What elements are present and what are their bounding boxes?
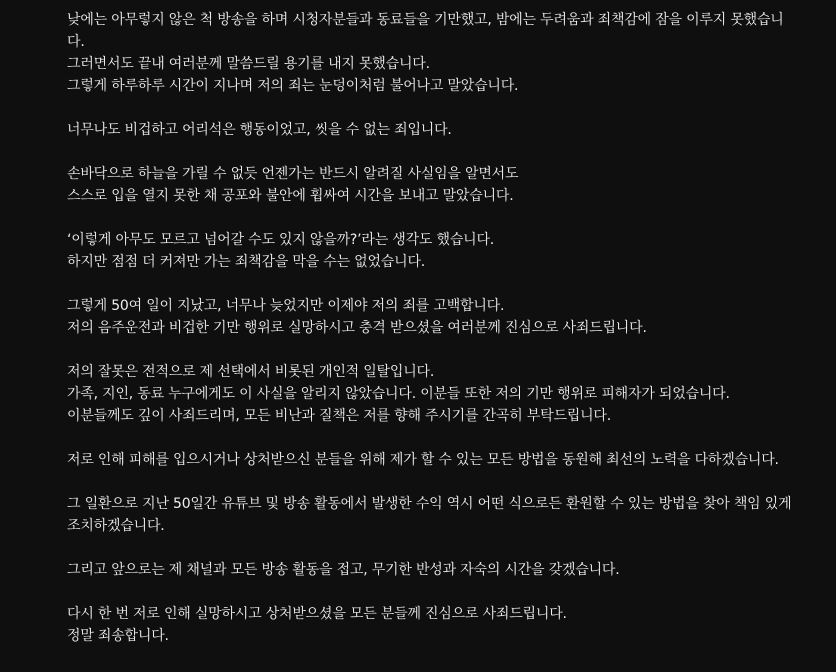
description-paragraph-3 (67, 163, 796, 207)
description-line: 스스로 입을 열지 못한 채 공포와 불안에 휩싸여 시간을 보내고 말았습니다. (67, 188, 514, 204)
description-paragraph-5 (67, 295, 796, 339)
description-paragraph-2 (67, 119, 796, 141)
description-line: 정말 죄송합니다. (67, 628, 169, 644)
description-line: 그렇게 하루하루 시간이 지나며 저의 죄는 눈덩이처럼 불어나고 말았습니다. (67, 78, 519, 94)
description-line: 다시 한 번 저로 인해 실망하시고 상처받으셨을 모든 분들께 진심으로 사죄드립니다. (67, 606, 567, 622)
description-line: 그러면서도 끝내 여러분께 말씀드릴 용기를 내지 못했습니다. (67, 56, 430, 72)
description-paragraph-10 (67, 603, 796, 647)
description-line: 너무나도 비겁하고 어리석은 행동이었고, 씻을 수 없는 죄입니다. (67, 122, 452, 138)
description-line: 그리고 앞으로는 제 채널과 모든 방송 활동을 접고, 무기한 반성과 자숙의 시간을 갖겠습니다. (67, 562, 620, 578)
description-line: 그렇게 50여 일이 지났고, 너무나 늦었지만 이제야 저의 죄를 고백합니다. (67, 298, 505, 314)
description-paragraph-4 (67, 229, 796, 273)
description-paragraph-8 (67, 493, 796, 537)
description-paragraph-9 (67, 559, 796, 581)
description-line: 낮에는 아무렇지 않은 척 방송을 하며 시청자분들과 동료들을 기만했고, 밤에는 두려움과 죄책감에 잠을 이루지 못했습니다. (67, 12, 784, 50)
description-line: 이분들께도 깊이 사죄드리며, 모든 비난과 질책은 저를 향해 주시기를 간곡히 부탁드립니다. (67, 408, 611, 424)
description-paragraph-6 (67, 361, 796, 427)
description-line: 하지만 점점 더 커져만 가는 죄책감을 막을 수는 없었습니다. (67, 254, 426, 270)
description-line: ‘이렇게 아무도 모르고 넘어갈 수도 있지 않을까?’라는 생각도 했습니다. (67, 232, 495, 248)
description-line: 가족, 지인, 동료 누구에게도 이 사실을 알리지 않았습니다. 이분들 또한 저의 기만 행위로 피해자가 되었습니다. (67, 386, 730, 402)
description-line: 저의 음주운전과 비겁한 기만 행위로 실망하시고 충격 받으셨을 여러분께 진심으로 사죄드립니다. (67, 320, 647, 336)
description-line: 그 일환으로 지난 50일간 유튜브 및 방송 활동에서 발생한 수익 역시 어떤 식으로든 환원할 수 있는 방법을 찾아 책임 있게 조치하겠습니다. (67, 496, 792, 534)
description-line: 손바닥으로 하늘을 가릴 수 없듯 언젠가는 반드시 알려질 사실임을 알면서도 (67, 166, 519, 182)
description-line: 저의 잘못은 전적으로 제 선택에서 비롯된 개인적 일탈입니다. (67, 364, 435, 380)
description-paragraph-7 (67, 449, 796, 471)
description-line: 저로 인해 피해를 입으시거나 상처받으신 분들을 위해 제가 할 수 있는 모든 방법을 동원해 최선의 노력을 다하겠습니다. (67, 452, 779, 468)
description-paragraph-1 (67, 9, 796, 97)
